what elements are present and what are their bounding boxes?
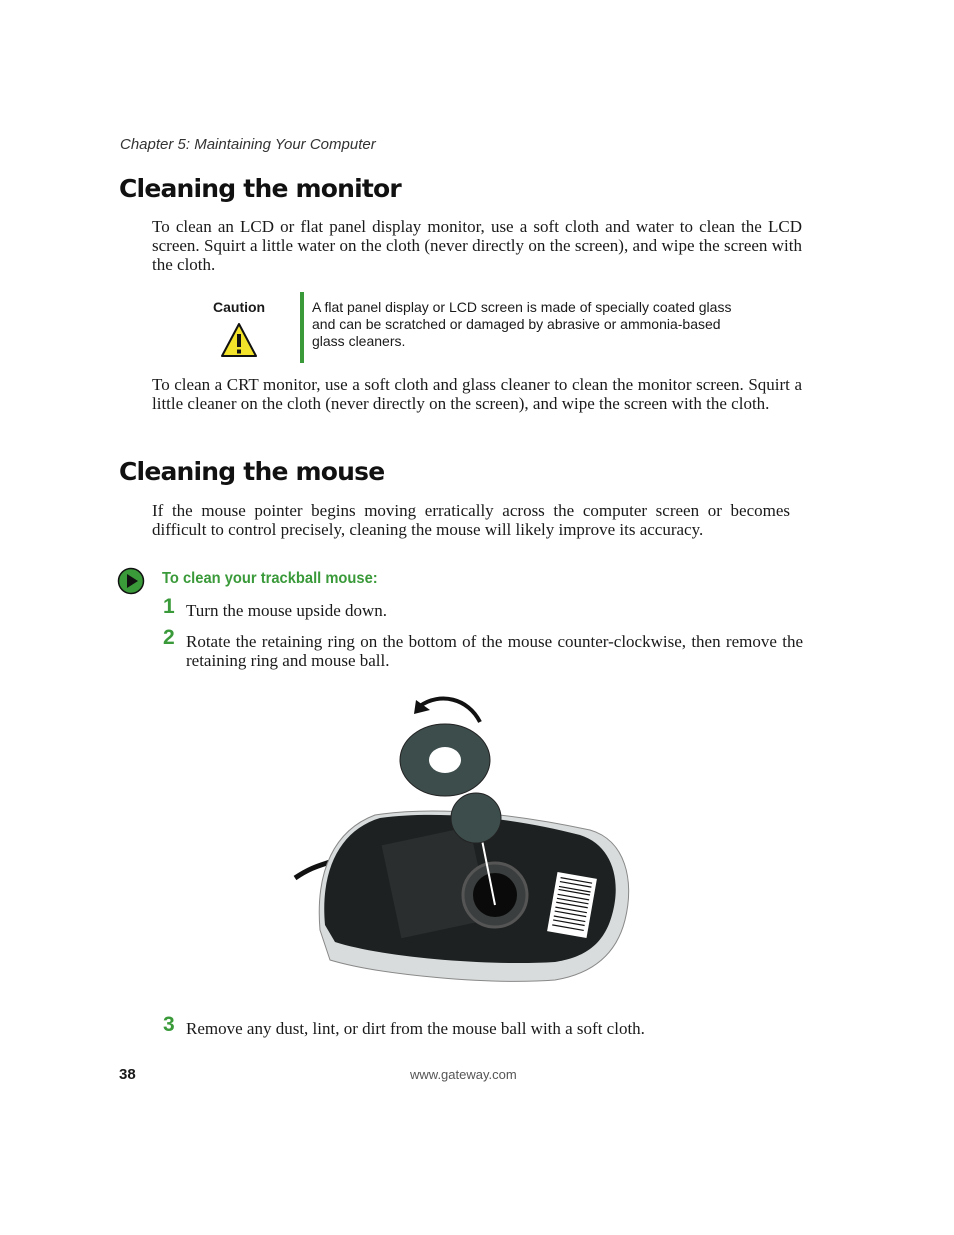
step-1-number: 1 — [163, 595, 175, 618]
mouse-section-title: Cleaning the mouse — [119, 457, 385, 486]
chapter-header: Chapter 5: Maintaining Your Computer — [120, 136, 376, 153]
procedure-title: To clean your trackball mouse: — [162, 570, 378, 587]
step-3-number: 3 — [163, 1013, 175, 1036]
monitor-paragraph-crt: To clean a CRT monitor, use a soft cloth and glass cleaner to clean the monitor screen. Squirt a little cleaner on the cloth (never directly on the screen), and wipe the screen with the cloth. — [152, 375, 802, 413]
step-2-number: 2 — [163, 626, 175, 649]
step-3-text: Remove any dust, lint, or dirt from the mouse ball with a soft cloth. — [186, 1019, 645, 1038]
mouse-paragraph: If the mouse pointer begins moving erratically across the computer screen or becomes difficult to control precisely, cleaning the mouse will likely improve its accuracy. — [152, 501, 790, 539]
step-1-text: Turn the mouse upside down. — [186, 601, 388, 620]
footer-url: www.gateway.com — [410, 1067, 517, 1082]
monitor-paragraph-lcd: To clean an LCD or flat panel display monitor, use a soft cloth and water to clean the LCD screen. Squirt a little water on the cloth (never directly on the screen), and wipe the screen with the cloth. — [152, 217, 802, 274]
step-2-text: Rotate the retaining ring on the bottom of the mouse counter-clockwise, then remove the retaining ring and mouse ball. — [186, 632, 803, 670]
caution-label: Caution — [213, 299, 266, 315]
caution-divider — [300, 292, 304, 363]
play-arrow-icon — [117, 567, 145, 595]
trackball-mouse-illustration — [290, 690, 635, 1000]
warning-triangle-icon — [220, 322, 258, 358]
monitor-section-title: Cleaning the monitor — [119, 174, 401, 203]
page-number: 38 — [119, 1066, 136, 1083]
caution-text: A flat panel display or LCD screen is made of specially coated glass and can be scratched or damaged by abrasive or ammonia-based glass cleaners. — [312, 299, 732, 349]
